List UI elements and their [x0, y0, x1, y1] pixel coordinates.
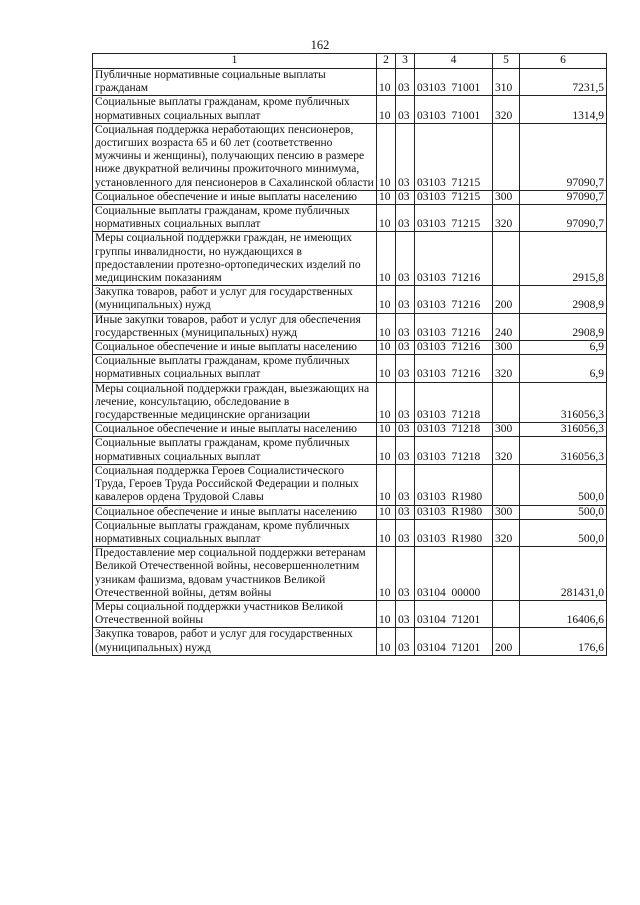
- row-expense-type: 320: [493, 96, 520, 123]
- row-target-article: 03104 71201: [415, 600, 493, 627]
- row-expense-type: [493, 547, 520, 601]
- row-subsection: 03: [396, 464, 415, 505]
- row-section: 10: [377, 286, 396, 313]
- row-name: Социальная поддержка неработающих пенсионеров, достигших возраста 65 и 60 лет (соответственно мужчины и женщины), получающих пенсию в размере ниже двукратной величины прожиточного минимума, установленного для пенсионеров в Сахалинской области: [93, 123, 377, 190]
- row-expense-type: 320: [493, 355, 520, 382]
- row-target-article: 03103 71001: [415, 96, 493, 123]
- page-number: 162: [310, 38, 330, 52]
- row-section: 10: [377, 313, 396, 340]
- row-expense-type: 320: [493, 519, 520, 546]
- row-name: Социальное обеспечение и иные выплаты населению: [93, 341, 377, 355]
- row-name: Социальные выплаты гражданам, кроме публичных нормативных социальных выплат: [93, 355, 377, 382]
- column-header: 3: [396, 54, 415, 69]
- row-amount: 2908,9: [520, 286, 607, 313]
- row-section: 10: [377, 205, 396, 232]
- row-section: 10: [377, 232, 396, 286]
- table-row: [93, 355, 607, 382]
- row-name: Социальное обеспечение и иные выплаты населению: [93, 505, 377, 519]
- row-target-article: 03103 R1980: [415, 519, 493, 546]
- table-row: [93, 69, 607, 96]
- row-subsection: 03: [396, 382, 415, 423]
- column-header: 1: [93, 54, 377, 69]
- table-row: [93, 123, 607, 190]
- row-amount: 2915,8: [520, 232, 607, 286]
- row-section: 10: [377, 505, 396, 519]
- row-name: Иные закупки товаров, работ и услуг для обеспечения государственных (муниципальных) нужд: [93, 313, 377, 340]
- row-subsection: 03: [396, 96, 415, 123]
- column-header: 5: [493, 54, 520, 69]
- row-name: Меры социальной поддержки граждан, не имеющих группы инвалидности, но нуждающихся в предоставлении протезно-ортопедических изделий по медицинским показаниям: [93, 232, 377, 286]
- row-subsection: 03: [396, 341, 415, 355]
- row-section: 10: [377, 355, 396, 382]
- row-amount: 97090,7: [520, 190, 607, 204]
- row-amount: 176,6: [520, 628, 607, 655]
- row-target-article: 03103 R1980: [415, 505, 493, 519]
- table-row: [93, 464, 607, 505]
- row-subsection: 03: [396, 313, 415, 340]
- row-section: 10: [377, 464, 396, 505]
- row-amount: 500,0: [520, 519, 607, 546]
- row-section: 10: [377, 190, 396, 204]
- row-target-article: 03103 R1980: [415, 464, 493, 505]
- row-subsection: 03: [396, 355, 415, 382]
- row-name: Социальные выплаты гражданам, кроме публичных нормативных социальных выплат: [93, 437, 377, 464]
- row-expense-type: 200: [493, 628, 520, 655]
- table-row: [93, 286, 607, 313]
- row-expense-type: 300: [493, 505, 520, 519]
- row-name: Социальная поддержка Героев Социалистического Труда, Героев Труда Российской Федерации и полных кавалеров ордена Трудовой Славы: [93, 464, 377, 505]
- row-target-article: 03103 71215: [415, 190, 493, 204]
- row-subsection: 03: [396, 437, 415, 464]
- row-expense-type: 320: [493, 205, 520, 232]
- row-name: Социальные выплаты гражданам, кроме публичных нормативных социальных выплат: [93, 96, 377, 123]
- row-name: Социальное обеспечение и иные выплаты населению: [93, 190, 377, 204]
- row-subsection: 03: [396, 505, 415, 519]
- row-section: 10: [377, 382, 396, 423]
- table-row: [93, 505, 607, 519]
- row-name: Социальные выплаты гражданам, кроме публичных нормативных социальных выплат: [93, 205, 377, 232]
- row-target-article: 03104 71201: [415, 628, 493, 655]
- row-target-article: 03103 71216: [415, 286, 493, 313]
- row-subsection: 03: [396, 232, 415, 286]
- row-amount: 1314,9: [520, 96, 607, 123]
- row-section: 10: [377, 123, 396, 190]
- column-header: 2: [377, 54, 396, 69]
- table-header-row: [93, 54, 607, 69]
- table-row: [93, 628, 607, 655]
- row-amount: 16406,6: [520, 600, 607, 627]
- row-name: Меры социальной поддержки участников Великой Отечественной войны: [93, 600, 377, 627]
- row-section: 10: [377, 519, 396, 546]
- row-subsection: 03: [396, 547, 415, 601]
- row-name: Социальное обеспечение и иные выплаты населению: [93, 423, 377, 437]
- row-amount: 316056,3: [520, 423, 607, 437]
- row-name: Социальные выплаты гражданам, кроме публичных нормативных социальных выплат: [93, 519, 377, 546]
- budget-table: [92, 53, 607, 656]
- row-target-article: 03103 71215: [415, 205, 493, 232]
- row-section: 10: [377, 423, 396, 437]
- table-row: [93, 547, 607, 601]
- row-name: Закупка товаров, работ и услуг для государственных (муниципальных) нужд: [93, 628, 377, 655]
- table-row: [93, 600, 607, 627]
- row-section: 10: [377, 600, 396, 627]
- row-amount: 97090,7: [520, 205, 607, 232]
- row-amount: 316056,3: [520, 382, 607, 423]
- column-header: 6: [520, 54, 607, 69]
- column-header: 4: [415, 54, 493, 69]
- row-expense-type: [493, 464, 520, 505]
- row-target-article: 03103 71216: [415, 355, 493, 382]
- row-target-article: 03103 71216: [415, 232, 493, 286]
- table-row: [93, 519, 607, 546]
- row-amount: 500,0: [520, 505, 607, 519]
- table-row: [93, 190, 607, 204]
- row-subsection: 03: [396, 190, 415, 204]
- row-target-article: 03104 00000: [415, 547, 493, 601]
- table-row: [93, 96, 607, 123]
- row-section: 10: [377, 437, 396, 464]
- row-subsection: 03: [396, 69, 415, 96]
- table-row: [93, 313, 607, 340]
- row-expense-type: 240: [493, 313, 520, 340]
- table-row: [93, 382, 607, 423]
- row-subsection: 03: [396, 423, 415, 437]
- row-expense-type: [493, 123, 520, 190]
- row-name: Предоставление мер социальной поддержки ветеранам Великой Отечественной войны, несовершеннолетним узникам фашизма, вдовам участников Великой Отечественной войны, детям войны: [93, 547, 377, 601]
- row-subsection: 03: [396, 205, 415, 232]
- row-amount: 6,9: [520, 355, 607, 382]
- row-subsection: 03: [396, 600, 415, 627]
- row-amount: 7231,5: [520, 69, 607, 96]
- row-subsection: 03: [396, 519, 415, 546]
- row-expense-type: 200: [493, 286, 520, 313]
- row-amount: 281431,0: [520, 547, 607, 601]
- table-row: [93, 341, 607, 355]
- row-section: 10: [377, 96, 396, 123]
- table-row: [93, 232, 607, 286]
- row-amount: 2908,9: [520, 313, 607, 340]
- row-section: 10: [377, 628, 396, 655]
- row-amount: 97090,7: [520, 123, 607, 190]
- row-name: Меры социальной поддержки граждан, выезжающих на лечение, консультацию, обследование в государственные медицинские организации: [93, 382, 377, 423]
- row-subsection: 03: [396, 123, 415, 190]
- row-amount: 500,0: [520, 464, 607, 505]
- row-target-article: 03103 71218: [415, 437, 493, 464]
- row-expense-type: 300: [493, 423, 520, 437]
- row-expense-type: 300: [493, 341, 520, 355]
- row-subsection: 03: [396, 628, 415, 655]
- table-row: [93, 437, 607, 464]
- table-row: [93, 423, 607, 437]
- row-target-article: 03103 71216: [415, 313, 493, 340]
- row-name: Публичные нормативные социальные выплаты гражданам: [93, 69, 377, 96]
- row-name: Закупка товаров, работ и услуг для государственных (муниципальных) нужд: [93, 286, 377, 313]
- row-target-article: 03103 71218: [415, 423, 493, 437]
- row-expense-type: 320: [493, 437, 520, 464]
- row-target-article: 03103 71001: [415, 69, 493, 96]
- row-section: 10: [377, 341, 396, 355]
- row-amount: 316056,3: [520, 437, 607, 464]
- row-expense-type: [493, 382, 520, 423]
- row-expense-type: [493, 232, 520, 286]
- row-target-article: 03103 71218: [415, 382, 493, 423]
- row-expense-type: 300: [493, 190, 520, 204]
- row-target-article: 03103 71215: [415, 123, 493, 190]
- row-expense-type: 310: [493, 69, 520, 96]
- row-subsection: 03: [396, 286, 415, 313]
- row-amount: 6,9: [520, 341, 607, 355]
- row-section: 10: [377, 547, 396, 601]
- table-row: [93, 205, 607, 232]
- row-expense-type: [493, 600, 520, 627]
- row-target-article: 03103 71216: [415, 341, 493, 355]
- row-section: 10: [377, 69, 396, 96]
